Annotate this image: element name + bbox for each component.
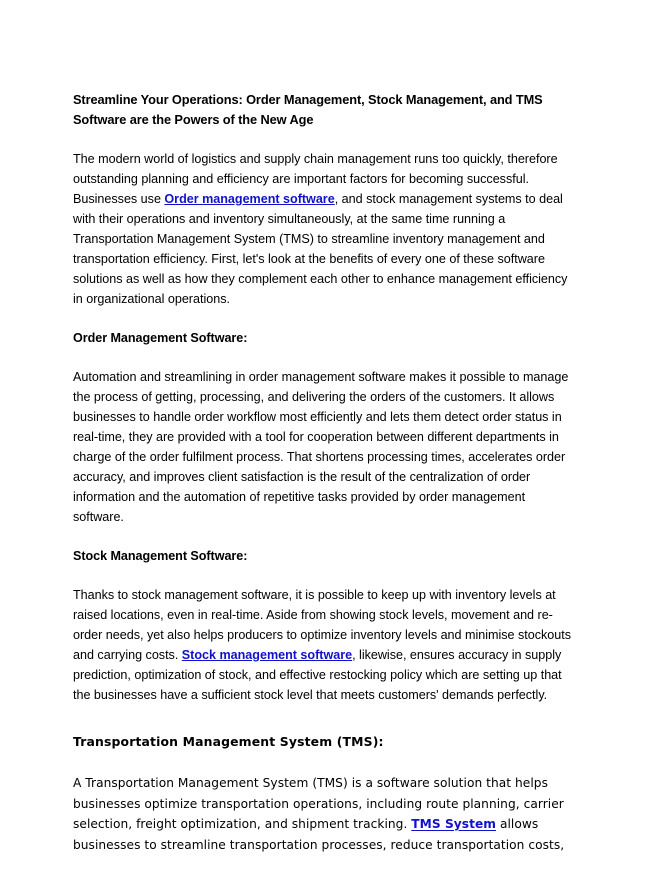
order-management-software-link[interactable]: Order management software: [164, 192, 335, 206]
stock-management-paragraph: [73, 585, 578, 705]
intro-text-before-link: The modern world of logistics and supply chain management runs too quickly, therefore outstanding planning and efficiency are important factors for becoming successful. Businesses use: [73, 152, 558, 206]
section-heading-transportation-management: Transportation Management System (TMS):: [73, 734, 384, 749]
intro-paragraph: [73, 149, 578, 309]
section-spacer: [73, 724, 578, 732]
tms-paragraph: [73, 773, 578, 855]
stock-management-software-link[interactable]: Stock management software: [181, 648, 353, 662]
stock-text-before-link: Thanks to stock management software, it is possible to keep up with inventory levels at raised locations, even in real-time. Aside from showing stock levels, movement and re-order needs, yet also helps producers to optimize inventory levels and minimise stockouts and carrying costs.: [73, 588, 572, 662]
tms-text-after-link: allows businesses to streamline transportation processes, reduce transportation costs,: [73, 817, 565, 852]
intro-text-after-link: , and stock management systems to deal with their operations and inventory simultaneously, at the same time running a Transportation Management System (TMS) to streamline inventory management and transportation efficiency. First, let's look at the benefits of every one of these software solutions as well as how they complement each other to enhance management efficiency in organizational operations.: [73, 192, 568, 306]
tms-text-before-link: A Transportation Management System (TMS) is a software solution that helps businesses optimize transportation operations, including route planning, carrier selection, freight optimization, and shipment tracking.: [73, 776, 564, 831]
section-heading-order-management: Order Management Software:: [73, 331, 248, 345]
order-management-paragraph: Automation and streamlining in order management software makes it possible to manage the process of getting, processing, and delivering the orders of the customers. It allows businesses to handle order workflow most efficiently and lets them detect order status in real-time, they are provided with a tool for cooperation between different departments in charge of the order fulfilment process. That shortens processing times, accelerates order accuracy, and improves client satisfaction is the result of the centralization of order information and the automation of repetitive tasks provided by order management software.: [73, 370, 569, 524]
section-heading-stock-management: Stock Management Software:: [73, 549, 248, 563]
tms-system-link[interactable]: TMS System: [411, 817, 497, 831]
page-title: Streamline Your Operations: Order Management, Stock Management, and TMS Software are the Powers of the New Age: [73, 92, 543, 127]
document-body: [73, 90, 578, 874]
stock-text-after-link: , likewise, ensures accuracy in supply prediction, optimization of stock, and effective restocking policy which are setting up that the businesses have a sufficient stock level that meets customers' demands perfectly.: [73, 648, 562, 702]
